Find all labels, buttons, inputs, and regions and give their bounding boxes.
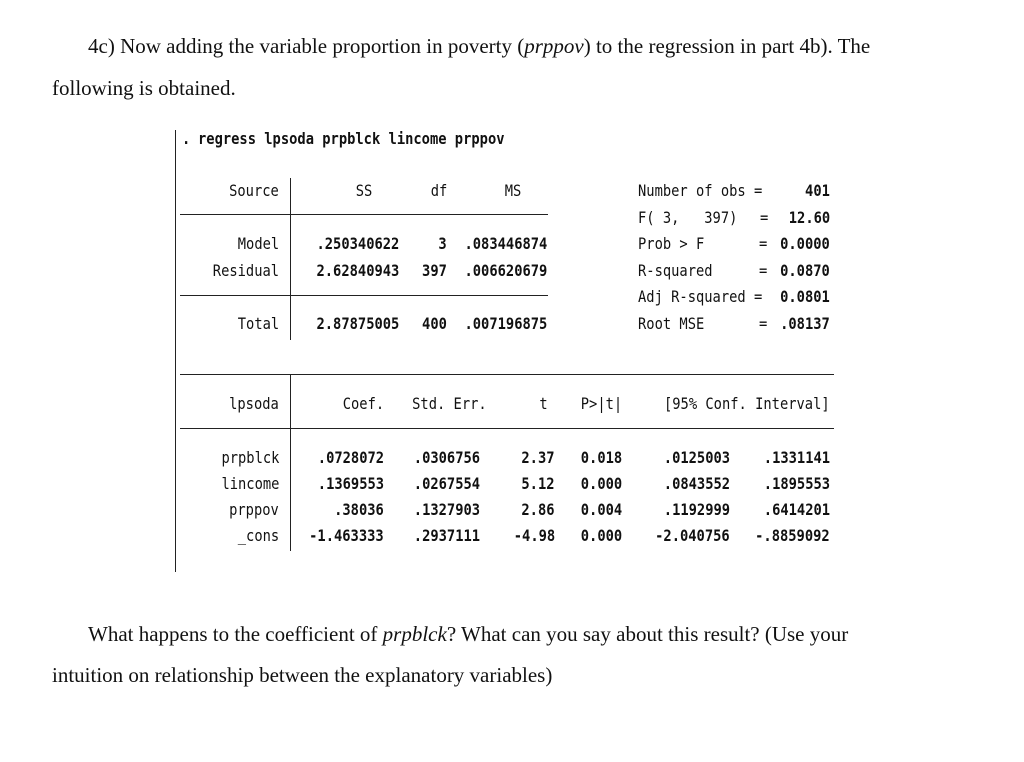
coef-row-coef: .1369553: [317, 474, 384, 493]
anova-row-residual-ss: 2.62840943: [316, 261, 399, 280]
stat-value-probf: 0.0000: [780, 234, 830, 253]
coef-row-ci-high: -.8859092: [755, 526, 830, 545]
coef-row-se: .1327903: [413, 500, 480, 519]
regress-command: regress lpsoda prpblck lincome prppov: [198, 129, 505, 148]
stat-eq-adjrsq: =: [754, 287, 763, 306]
stat-eq-f: =: [760, 208, 769, 227]
stat-label-f: F( 3, 397): [638, 208, 738, 227]
anova-divider-vertical: [290, 178, 291, 340]
anova-row-model-ss: .250340622: [316, 234, 399, 253]
anova-header-source: Source: [229, 181, 279, 200]
stat-value-rsq: 0.0870: [780, 261, 830, 280]
anova-header-df: df: [430, 181, 447, 200]
followup-prefix: What happens to the coefficient of: [88, 622, 383, 646]
question-4c-line1: [88, 36, 870, 57]
coef-header-rule: [180, 428, 834, 429]
followup-question-line2: intuition on relationship between the explanatory variables): [52, 663, 553, 687]
anova-row-model-ms: .083446874: [464, 234, 547, 253]
anova-row-residual-source: Residual: [212, 261, 279, 280]
coef-row-ci-low: .1192999: [663, 500, 730, 519]
coef-header-p: P>|t|: [580, 394, 622, 413]
stat-eq-nobs: =: [754, 181, 763, 200]
stat-label-rmse: Root MSE: [638, 314, 705, 333]
coef-row-ci-low: .0843552: [663, 474, 730, 493]
anova-row-residual-df: 397: [422, 261, 447, 280]
stat-label-nobs: Number of obs: [638, 181, 746, 200]
coef-row-se: .2937111: [413, 526, 480, 545]
coef-divider-vertical: [290, 374, 291, 551]
coef-row-ci-high: .1331141: [763, 448, 830, 467]
anova-row-model-df: 3: [438, 234, 447, 253]
coef-header-se: Std. Err.: [412, 394, 487, 413]
anova-header-rule: [180, 214, 548, 215]
coef-row-ci-low: .0125003: [663, 448, 730, 467]
coef-row-coef: .38036: [334, 500, 384, 519]
coef-row-p: 0.018: [580, 448, 622, 467]
stat-value-f: 12.60: [788, 208, 830, 227]
stat-value-nobs: 401: [805, 181, 830, 200]
stat-eq-rmse: =: [759, 314, 768, 333]
coef-row-coef: -1.463333: [309, 526, 384, 545]
anova-row-total-ms: .007196875: [464, 314, 547, 333]
followup-suffix: ? What can you say about this result? (Use your: [446, 622, 849, 646]
coef-row-p: 0.000: [580, 526, 622, 545]
coef-row-t: -4.98: [513, 526, 555, 545]
coef-row-se: .0267554: [413, 474, 480, 493]
stat-label-probf: Prob > F: [638, 234, 705, 253]
coef-row-var: _cons: [237, 526, 279, 545]
question-4c-variable: prppov: [524, 34, 584, 58]
stat-label-adjrsq: Adj R-squared: [638, 287, 746, 306]
coef-row-t: 5.12: [521, 474, 555, 493]
coef-header-coef: Coef.: [342, 394, 384, 413]
command-prompt: .: [182, 129, 191, 148]
followup-question-line1: [88, 624, 848, 645]
coef-row-coef: .0728072: [317, 448, 384, 467]
coef-row-var: lincome: [221, 474, 279, 493]
question-4c-prefix: 4c) Now adding the variable proportion in poverty (: [88, 34, 525, 58]
coef-row-t: 2.86: [521, 500, 555, 519]
coef-row-t: 2.37: [521, 448, 555, 467]
coef-row-ci-low: -2.040756: [655, 526, 730, 545]
coef-row-var: prppov: [229, 500, 279, 519]
followup-variable: prpblck: [382, 622, 447, 646]
coef-top-rule: [180, 374, 834, 375]
question-4c-suffix: ) to the regression in part 4b). The: [583, 34, 871, 58]
coef-row-p: 0.004: [580, 500, 622, 519]
stat-eq-probf: =: [759, 234, 768, 253]
anova-row-model-source: Model: [237, 234, 279, 253]
stat-label-rsq: R-squared: [638, 261, 713, 280]
anova-header-ss: SS: [355, 181, 372, 200]
stat-value-rmse: .08137: [780, 314, 830, 333]
coef-header-ci: [95% Conf. Interval]: [664, 394, 830, 413]
stat-eq-rsq: =: [759, 261, 768, 280]
anova-row-total-source: Total: [237, 314, 279, 333]
coef-row-p: 0.000: [580, 474, 622, 493]
anova-row-total-ss: 2.87875005: [316, 314, 399, 333]
coef-header-t: t: [539, 394, 548, 413]
stat-value-adjrsq: 0.0801: [780, 287, 830, 306]
coef-depvar: lpsoda: [229, 394, 279, 413]
anova-row-residual-ms: .006620679: [464, 261, 547, 280]
anova-row-total-df: 400: [422, 314, 447, 333]
question-4c-line2: following is obtained.: [52, 76, 236, 100]
anova-header-ms: MS: [504, 181, 521, 200]
coef-row-ci-high: .6414201: [763, 500, 830, 519]
anova-total-rule: [180, 295, 548, 296]
output-left-border: [175, 130, 176, 572]
coef-row-ci-high: .1895553: [763, 474, 830, 493]
coef-row-se: .0306756: [413, 448, 480, 467]
coef-row-var: prpblck: [221, 448, 279, 467]
